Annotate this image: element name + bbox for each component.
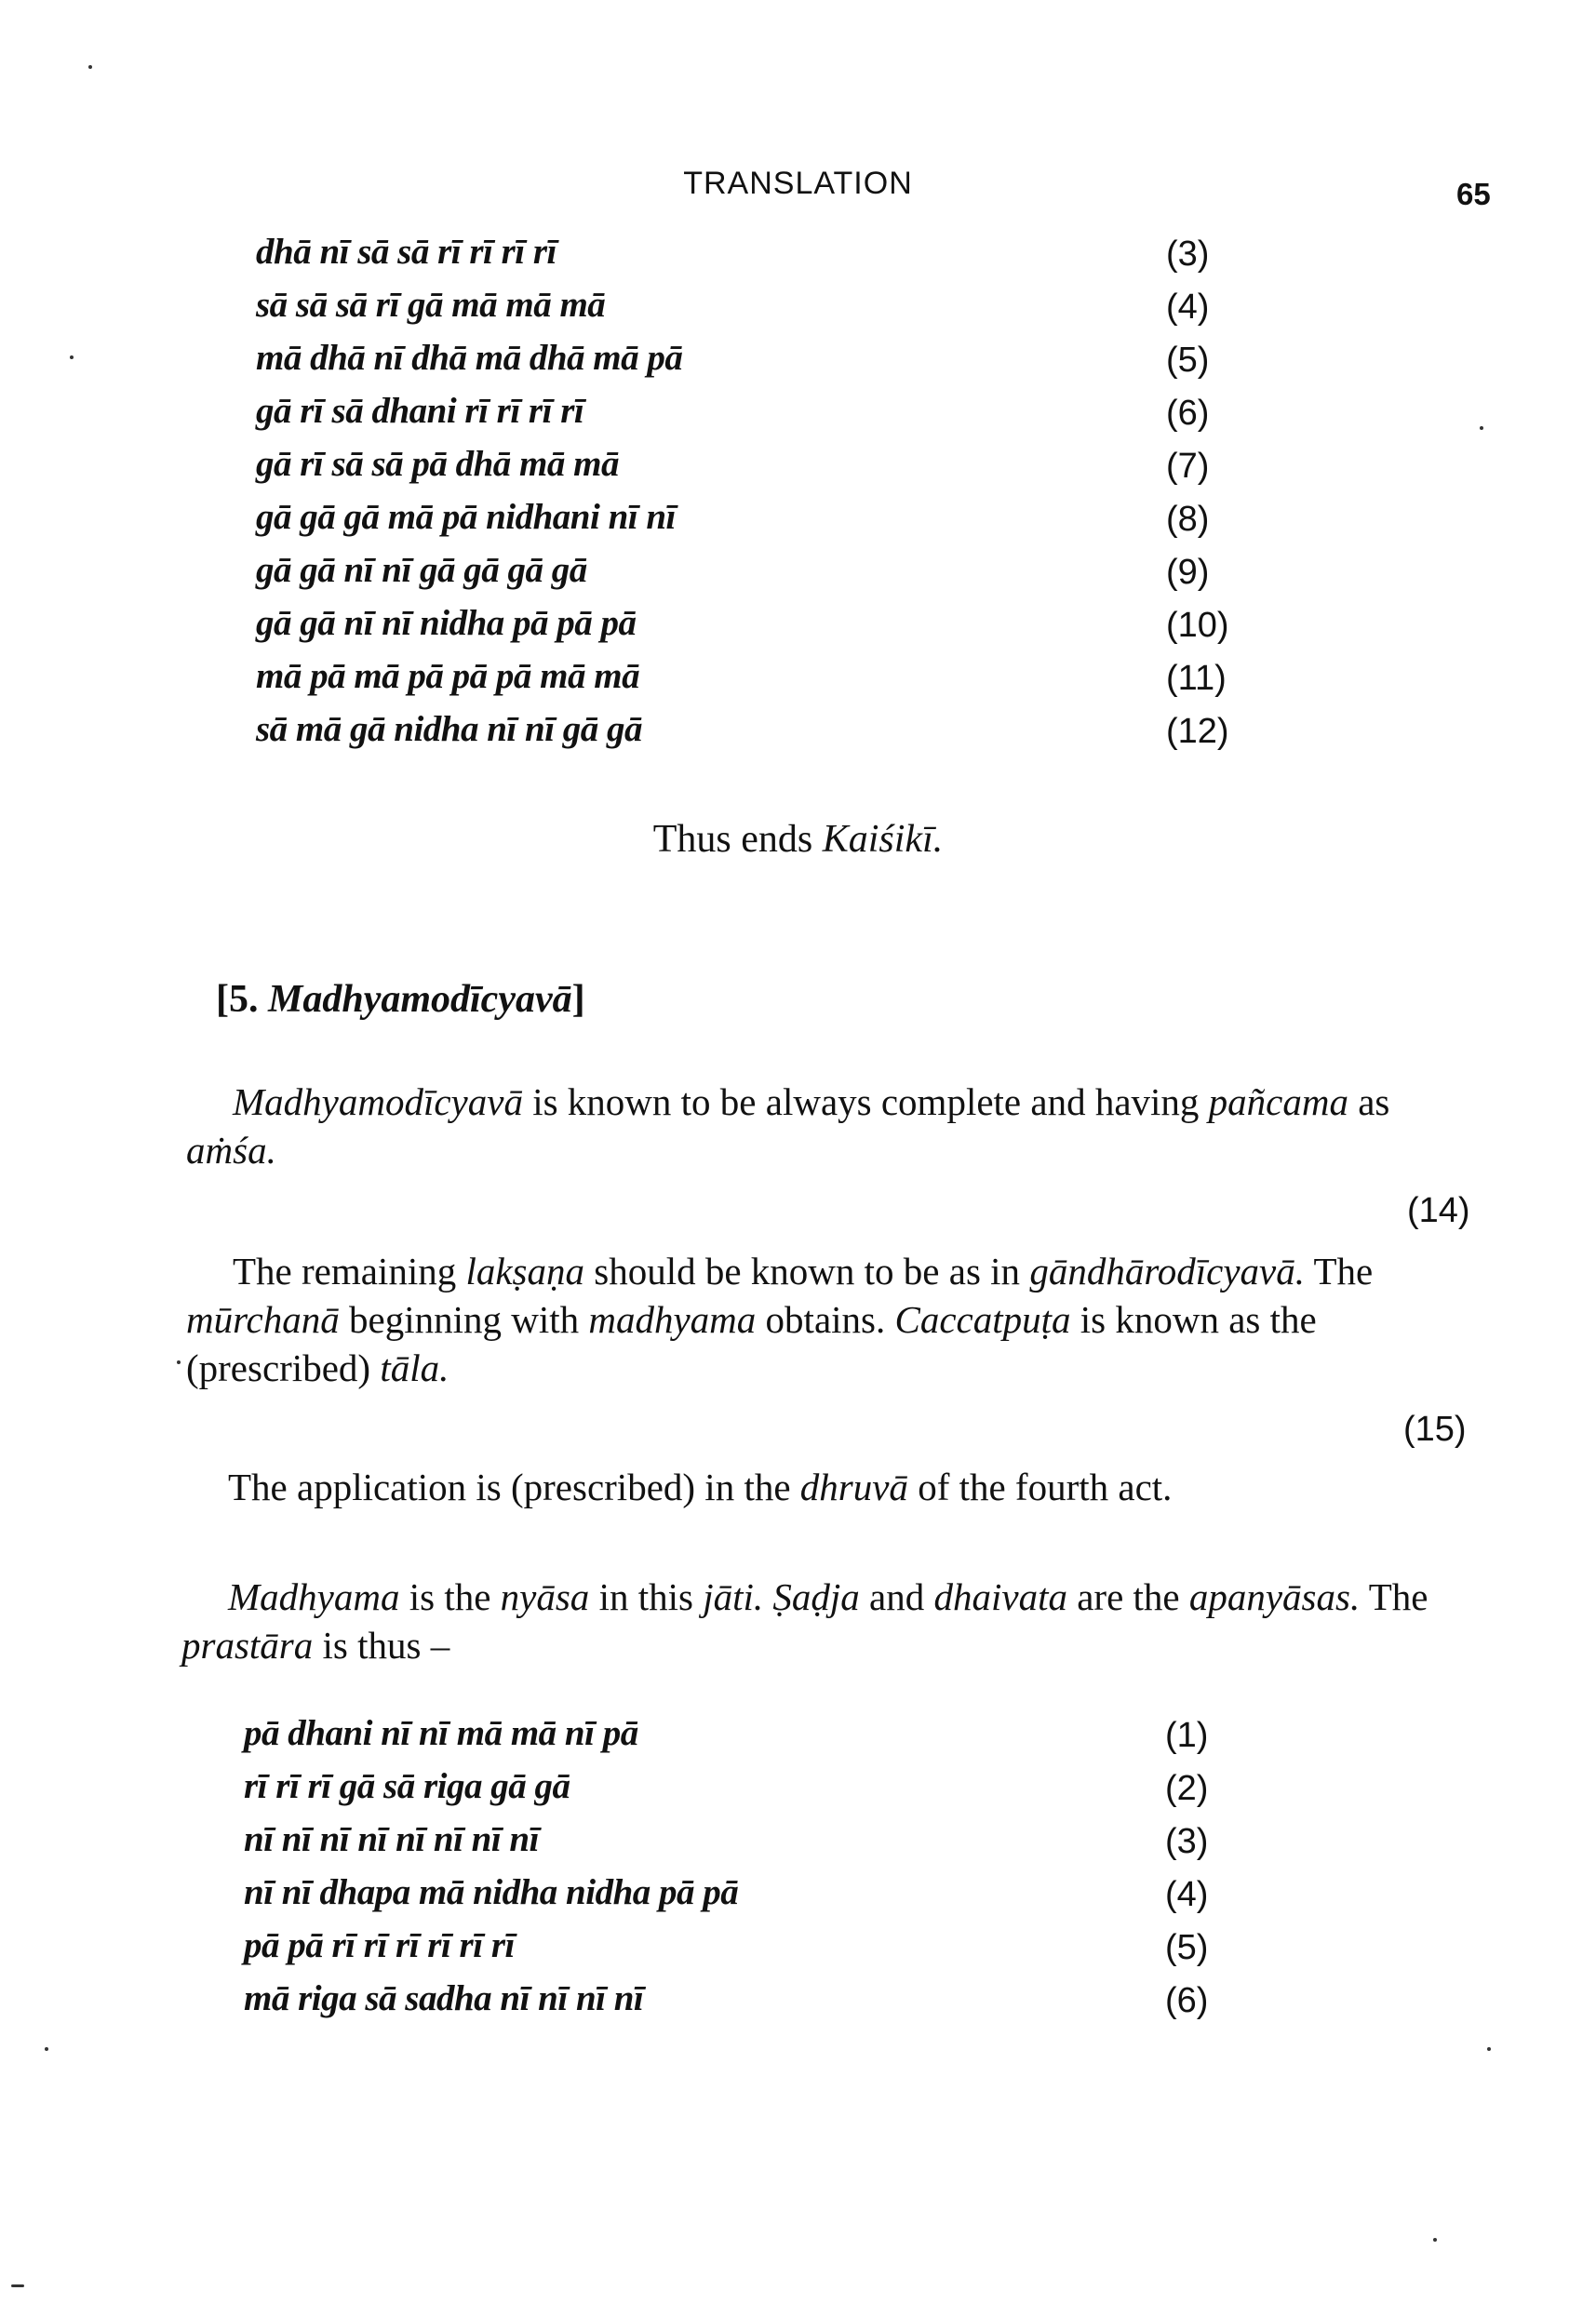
text: and <box>859 1575 934 1618</box>
term: gāndhārodīcyavā. <box>1029 1250 1305 1293</box>
section-title: Madhyamodīcyavā <box>268 978 572 1021</box>
term: jāti. Ṣaḍja <box>703 1575 860 1618</box>
line-number: (3) <box>1166 234 1210 274</box>
term: apanyāsas. <box>1188 1575 1361 1618</box>
text: of the fourth act. <box>907 1466 1173 1508</box>
scan-speck <box>45 2047 48 2051</box>
term: dhruvā <box>799 1466 908 1508</box>
text: obtains. <box>756 1298 895 1341</box>
notes: gā gā gā mā pā nidhani nī nī <box>256 497 676 537</box>
notes: nī nī nī nī nī nī nī nī <box>244 1819 539 1859</box>
section-open: [5. <box>216 978 268 1021</box>
jati-name: Kaiśikī. <box>822 818 944 861</box>
scan-speck <box>1433 2238 1437 2242</box>
scan-speck <box>1480 426 1483 430</box>
term: aṁśa. <box>186 1129 276 1172</box>
text: is known to be always complete and having <box>522 1080 1209 1123</box>
text: is thus – <box>313 1624 450 1667</box>
term: Madhyama <box>228 1575 400 1618</box>
line-number: (8) <box>1166 500 1210 539</box>
text: The remaining <box>233 1250 466 1293</box>
notes: sā mā gā nidha nī nī gā gā <box>256 709 643 749</box>
notes: gā gā nī nī gā gā gā gā <box>256 550 587 590</box>
scan-speck <box>1487 2047 1491 2051</box>
text: is known as the (prescribed) <box>186 1298 1317 1389</box>
scan-speck <box>70 355 74 359</box>
verse-14-text <box>186 1078 1475 1174</box>
notes: mā riga sā sadha nī nī nī nī <box>244 1978 644 2018</box>
text: beginning with <box>339 1298 589 1341</box>
notes: gā gā nī nī nidha pā pā pā <box>256 603 637 643</box>
section-heading <box>216 977 585 1022</box>
notes: nī nī dhapa mā nidha nidha pā pā <box>244 1872 739 1912</box>
scan-speck <box>11 2284 24 2287</box>
line-number: (6) <box>1165 1981 1209 2020</box>
notes: mā dhā nī dhā mā dhā mā pā <box>256 338 683 378</box>
term: dhaivata <box>933 1575 1067 1618</box>
nyasa-text <box>181 1573 1475 1669</box>
section-close: ] <box>571 978 585 1021</box>
term: mūrchanā <box>186 1298 340 1341</box>
line-number: (1) <box>1165 1716 1209 1755</box>
text: are the <box>1066 1575 1189 1618</box>
term: lakṣaṇa <box>465 1250 585 1293</box>
kaisiki-ending <box>0 817 1596 862</box>
term: pañcama <box>1208 1080 1348 1123</box>
verse-number: (15) <box>1403 1410 1467 1449</box>
line-number: (12) <box>1166 712 1229 751</box>
text: The application is (prescribed) in the <box>228 1466 800 1508</box>
term: Madhyamodīcyavā <box>233 1080 523 1123</box>
line-number: (2) <box>1165 1769 1209 1808</box>
verse-15-text <box>186 1247 1475 1392</box>
line-number: (5) <box>1166 341 1210 380</box>
text: should be known to be as in <box>584 1250 1030 1293</box>
line-number: (5) <box>1165 1928 1209 1967</box>
notes: dhā nī sā sā rī rī rī rī <box>256 232 557 272</box>
notes: pā pā rī rī rī rī rī rī <box>244 1925 515 1965</box>
text: is the <box>399 1575 501 1618</box>
text: in this <box>589 1575 704 1618</box>
line-number: (3) <box>1165 1822 1209 1861</box>
term: prastāra <box>181 1624 314 1667</box>
scan-speck <box>88 65 92 69</box>
notes: sā sā sā rī gā mā mā mā <box>256 285 606 325</box>
notes: gā rī sā sā pā dhā mā mā <box>256 444 619 484</box>
line-number: (4) <box>1165 1875 1209 1914</box>
text: The <box>1360 1575 1428 1618</box>
term: Caccatpuṭa <box>894 1298 1071 1341</box>
ending-text: Thus ends <box>652 818 823 861</box>
application-text <box>181 1463 1475 1511</box>
term: nyāsa <box>500 1575 590 1618</box>
line-number: (10) <box>1166 606 1229 645</box>
running-head: TRANSLATION <box>683 166 913 201</box>
page-number: 65 <box>1456 177 1491 211</box>
term: tāla. <box>380 1346 449 1389</box>
line-number: (6) <box>1166 394 1210 433</box>
notes: mā pā mā pā pā pā mā mā <box>256 656 640 696</box>
line-number: (4) <box>1166 288 1210 327</box>
notes: rī rī rī gā sā riga gā gā <box>244 1766 570 1806</box>
line-number: (9) <box>1166 553 1210 592</box>
text: as <box>1348 1080 1390 1123</box>
line-number: (11) <box>1166 659 1227 698</box>
notes: gā rī sā dhani rī rī rī rī <box>256 391 584 431</box>
term: madhyama <box>588 1298 757 1341</box>
line-number: (7) <box>1166 447 1210 486</box>
text: The <box>1304 1250 1374 1293</box>
notes: pā dhani nī nī mā mā nī pā <box>244 1713 638 1753</box>
scan-speck <box>177 1360 181 1364</box>
verse-number: (14) <box>1407 1191 1470 1230</box>
